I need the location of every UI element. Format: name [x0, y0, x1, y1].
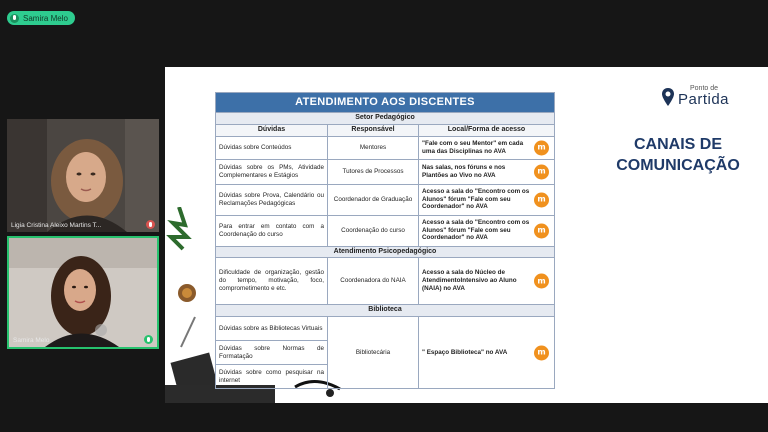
- column-header-local: Local/Forma de acesso: [419, 124, 555, 136]
- section-biblioteca: Biblioteca: [216, 305, 555, 317]
- moodle-glyph: m: [537, 276, 546, 286]
- table-row: [216, 159, 555, 184]
- service-table: [215, 92, 555, 389]
- cell-local-text: Nas salas, nos fóruns e nos Plantões ao Vivo no AVA: [422, 163, 506, 179]
- map-pin-icon: [661, 87, 675, 107]
- moodle-icon[interactable]: [534, 164, 549, 179]
- cell-responsavel: Coordenadora do NAIA: [328, 258, 419, 305]
- moodle-icon[interactable]: [534, 140, 549, 155]
- moodle-glyph: m: [537, 194, 546, 204]
- cell-local: [419, 184, 555, 215]
- cell-duvidas: Dúvidas sobre como pesquisar na internet: [216, 365, 328, 389]
- participant-name-ligia: Ligia Cristina Aleixo Martins T...: [11, 222, 102, 229]
- logo-big-text: Partida: [678, 91, 730, 108]
- cell-local-text: " Espaço Biblioteca" no AVA: [422, 348, 508, 356]
- cell-local-text: "Fale com o seu Mentor" em cada uma das Disciplinas no AVA: [422, 139, 524, 155]
- moodle-icon[interactable]: [534, 274, 549, 289]
- column-header-responsavel: Responsável: [328, 124, 419, 136]
- table-row: [216, 317, 555, 341]
- cell-local: [419, 317, 555, 389]
- participant-name-samira: Samira Melo: [13, 337, 50, 344]
- cell-local: [419, 258, 555, 305]
- cell-local: [419, 215, 555, 246]
- moodle-glyph: m: [537, 142, 546, 152]
- moodle-glyph: m: [537, 166, 546, 176]
- logo-small-text: Ponto de: [690, 85, 719, 92]
- moodle-icon[interactable]: [534, 223, 549, 238]
- section-setor-pedagogico: Setor Pedagógico: [216, 113, 555, 125]
- table-row: [216, 136, 555, 159]
- cell-duvidas: Dúvidas sobre as Bibliotecas Virtuais: [216, 317, 328, 341]
- shared-slide: [165, 67, 768, 403]
- participant-video-samira: [9, 238, 157, 347]
- cell-responsavel: Coordenador de Graduação: [328, 184, 419, 215]
- cell-responsavel: Coordenação do curso: [328, 215, 419, 246]
- table-row: [216, 258, 555, 305]
- cell-duvidas: Dificuldade de organização, gestão do tempo, motivação, foco, comprometimento e etc.: [216, 258, 328, 305]
- moodle-glyph: m: [537, 225, 546, 235]
- cell-duvidas: Dúvidas sobre Prova, Calendário ou Reclamações Pedagógicas: [216, 184, 328, 215]
- side-title-line-1: CANAIS DE: [633, 136, 722, 153]
- presenter-badge[interactable]: [7, 11, 75, 25]
- cell-responsavel: Tutores de Processos: [328, 159, 419, 184]
- side-title-line-2: COMUNICAÇÃO: [616, 156, 740, 174]
- muted-mic-icon: [146, 220, 155, 229]
- microphone-icon: [10, 14, 19, 23]
- cell-local-text: Acesso a sala do Núcleo de AtendimentoIntensivo ao Aluno (NAIA) no AVA: [422, 269, 517, 293]
- moodle-glyph: m: [537, 347, 546, 357]
- participant-tile-ligia[interactable]: [7, 119, 159, 232]
- cell-local: [419, 159, 555, 184]
- cell-local: [419, 136, 555, 159]
- cell-responsavel: Mentores: [328, 136, 419, 159]
- table-row: [216, 215, 555, 246]
- section-psicopedagogico: Atendimento Psicopedagógico: [216, 246, 555, 258]
- table-row: [216, 184, 555, 215]
- moodle-icon[interactable]: [534, 192, 549, 207]
- cell-duvidas: Dúvidas sobre Normas de Formatação: [216, 341, 328, 365]
- cell-duvidas: Para entrar em contato com a Coordenação do curso: [216, 215, 328, 246]
- cell-duvidas: Dúvidas sobre Conteúdos: [216, 136, 328, 159]
- slide-side-title: [603, 135, 753, 177]
- active-mic-icon: [144, 335, 153, 344]
- cell-duvidas: Dúvidas sobre os PMs, Atividade Complementares e Estágios: [216, 159, 328, 184]
- ponto-de-partida-logo: [661, 85, 729, 107]
- presenter-name: Samira Melo: [23, 13, 68, 23]
- table-title: ATENDIMENTO AOS DISCENTES: [216, 93, 555, 113]
- column-header-duvidas: Dúvidas: [216, 124, 328, 136]
- cell-local-text: Acesso a sala do "Encontro com os Alunos" fórum "Fale com seu Coordenador" no AVA: [422, 187, 530, 211]
- moodle-icon[interactable]: [534, 345, 549, 360]
- participant-tile-samira[interactable]: [7, 236, 159, 349]
- cell-responsavel: Bibliotecária: [328, 317, 419, 389]
- cell-local-text: Acesso a sala do "Encontro com os Alunos" fórum "Fale com seu Coordenador" no AVA: [422, 218, 530, 242]
- participant-video-ligia: [7, 119, 159, 232]
